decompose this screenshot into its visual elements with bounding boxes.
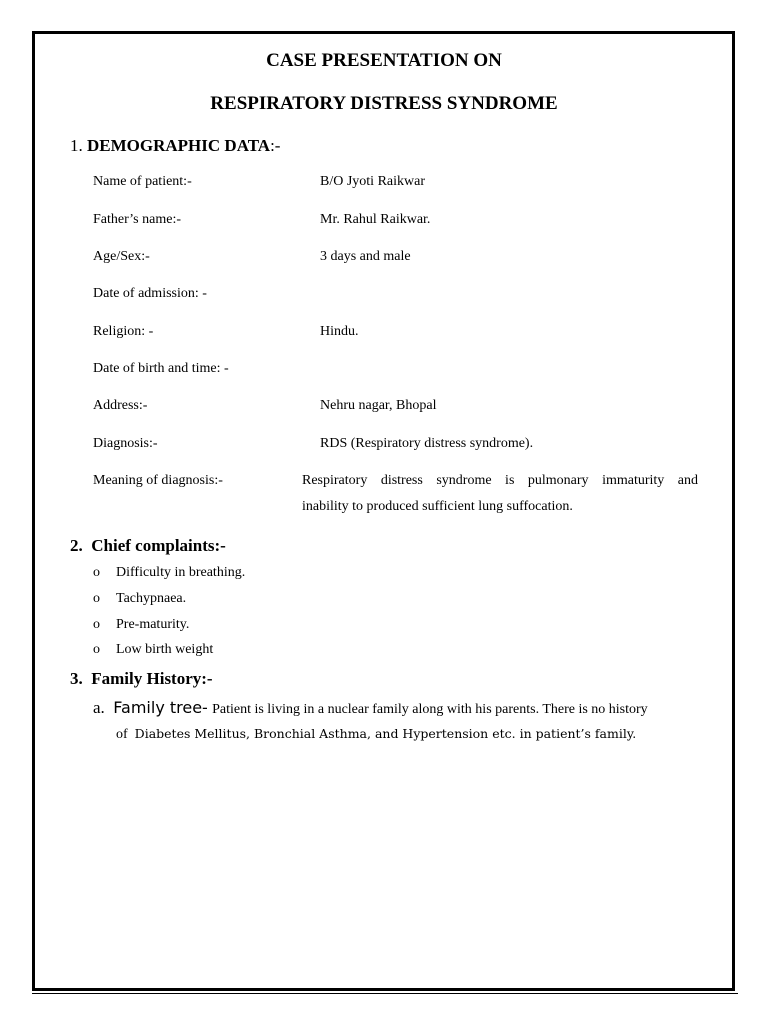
demo-label-father: Father’s name:- xyxy=(93,212,181,227)
complaint-item: Tachypnaea. xyxy=(116,591,187,606)
complaint-item: Low birth weight xyxy=(116,642,214,657)
section-3-number: 3. xyxy=(70,669,83,688)
complaint-item: Difficulty in breathing. xyxy=(116,565,246,580)
demo-label-admission: Date of admission: - xyxy=(93,286,207,301)
family-tree-line-2 xyxy=(116,726,636,743)
bullet-icon: o xyxy=(93,591,100,606)
meaning-label: Meaning of diagnosis:- xyxy=(93,473,223,488)
section-2-title: Chief complaints:- xyxy=(91,536,226,555)
section-3-heading xyxy=(70,669,213,689)
family-text-2: Diabetes Mellitus, Bronchial Asthma, and Hypertension etc. in patient’s family. xyxy=(134,726,637,741)
meaning-line-1: Respiratory distress syndrome is pulmonary immaturity and xyxy=(302,473,698,488)
section-1-number: 1. xyxy=(70,136,83,155)
section-1-suffix: :- xyxy=(270,136,281,155)
bullet-icon: o xyxy=(93,565,100,580)
title-line-1: CASE PRESENTATION ON xyxy=(266,50,502,71)
section-1-heading xyxy=(70,136,280,156)
demo-value-father: Mr. Rahul Raikwar. xyxy=(320,212,431,227)
bullet-icon: o xyxy=(93,617,100,632)
family-text-2-prefix: of xyxy=(116,727,128,742)
family-marker: a. xyxy=(93,698,105,717)
family-tree-line-1 xyxy=(93,698,648,718)
demo-value-religion: Hindu. xyxy=(320,324,359,339)
demo-label-name: Name of patient:- xyxy=(93,174,192,189)
family-text-1: Patient is living in a nuclear family along with his parents. There is no history xyxy=(212,702,648,717)
demo-label-birth: Date of birth and time: - xyxy=(93,361,229,376)
family-subheading: Family tree- xyxy=(113,698,208,717)
section-2-heading xyxy=(70,536,226,556)
title-line-2: RESPIRATORY DISTRESS SYNDROME xyxy=(210,93,558,114)
demo-value-diagnosis: RDS (Respiratory distress syndrome). xyxy=(320,436,534,451)
section-3-title: Family History:- xyxy=(91,669,213,688)
demo-label-address: Address:- xyxy=(93,398,148,413)
meaning-line-2: inability to produced sufficient lung suffocation. xyxy=(302,499,573,514)
complaint-item: Pre-maturity. xyxy=(116,617,190,632)
bullet-icon: o xyxy=(93,642,100,657)
demo-value-age: 3 days and male xyxy=(320,249,411,264)
demo-value-address: Nehru nagar, Bhopal xyxy=(320,398,437,413)
page-border-shadow xyxy=(32,993,738,994)
demo-label-religion: Religion: - xyxy=(93,324,154,339)
section-1-title: DEMOGRAPHIC DATA xyxy=(87,136,271,155)
demo-label-age: Age/Sex:- xyxy=(93,249,150,264)
section-2-number: 2. xyxy=(70,536,83,555)
demo-value-name: B/O Jyoti Raikwar xyxy=(320,174,425,189)
demo-label-diagnosis: Diagnosis:- xyxy=(93,436,158,451)
